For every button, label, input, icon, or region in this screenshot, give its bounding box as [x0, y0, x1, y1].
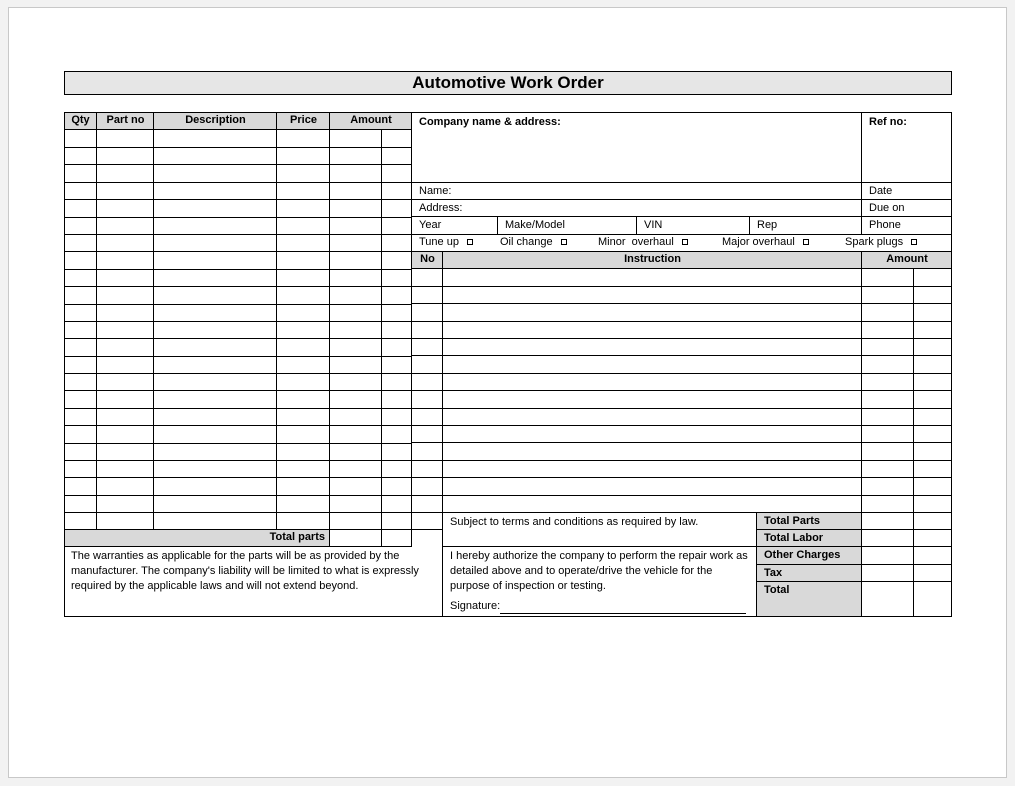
service-label: Minor overhaul: [598, 236, 674, 248]
signature-field[interactable]: [450, 599, 755, 615]
checkbox-icon[interactable]: [467, 239, 473, 245]
service-label: Spark plugs: [845, 236, 904, 248]
due-on-label: Due on: [869, 202, 905, 214]
make-model-label: Make/Model: [505, 219, 565, 231]
vin-label: VIN: [644, 219, 663, 231]
tax-label: Tax: [757, 565, 862, 582]
name-label: Name:: [419, 185, 452, 197]
rep-label: Rep: [757, 219, 778, 231]
total-labor-label: Total Labor: [757, 530, 862, 547]
total-parts-label: Total parts: [64, 530, 330, 546]
form-title: Automotive Work Order: [64, 71, 952, 95]
date-label: Date: [869, 185, 893, 197]
authorization-text: I hereby authorize the company to perform the repair work as detailed above and to operate/drive the vehicle for the purpose of inspection or testing.: [450, 550, 748, 592]
checkbox-icon[interactable]: [911, 239, 917, 245]
total-label: Total: [757, 582, 862, 616]
service-label: Tune up: [419, 236, 459, 248]
service-tune-up[interactable]: [419, 235, 499, 251]
part-no-header: Part no: [97, 113, 154, 129]
service-minor-overhaul[interactable]: [598, 235, 708, 251]
terms-text: Subject to terms and conditions as required by law.: [450, 516, 699, 528]
checkbox-icon[interactable]: [561, 239, 567, 245]
signature-label: Signature:: [450, 600, 501, 612]
service-label: Oil change: [500, 236, 553, 248]
service-label: Major overhaul: [722, 236, 795, 248]
qty-header: Qty: [64, 113, 97, 129]
checkbox-icon[interactable]: [803, 239, 809, 245]
warranty-text: The warranties as applicable for the parts will be as provided by the manufacturer. The company's liability will be limited to what is expressly required by the applicable laws and will not extend beyond.: [71, 550, 419, 592]
phone-label: Phone: [869, 219, 901, 231]
total-parts-summary-label: Total Parts: [757, 513, 862, 530]
year-label: Year: [419, 219, 442, 231]
other-charges-label: Other Charges: [757, 547, 862, 564]
no-header: No: [412, 252, 443, 268]
address-label: Address:: [419, 202, 463, 214]
instruction-header: Instruction: [443, 252, 862, 268]
company-name-address-label: Company name & address:: [419, 116, 561, 128]
service-oil-change[interactable]: [500, 235, 590, 251]
service-major-overhaul[interactable]: [722, 235, 832, 251]
signature-line[interactable]: [500, 602, 746, 614]
ref-no-label: Ref no:: [869, 116, 907, 128]
amount-header: Amount: [330, 113, 412, 129]
description-header: Description: [154, 113, 277, 129]
price-header: Price: [277, 113, 330, 129]
instruction-amount-header: Amount: [862, 252, 952, 268]
checkbox-icon[interactable]: [682, 239, 688, 245]
service-spark-plugs[interactable]: [845, 235, 945, 251]
